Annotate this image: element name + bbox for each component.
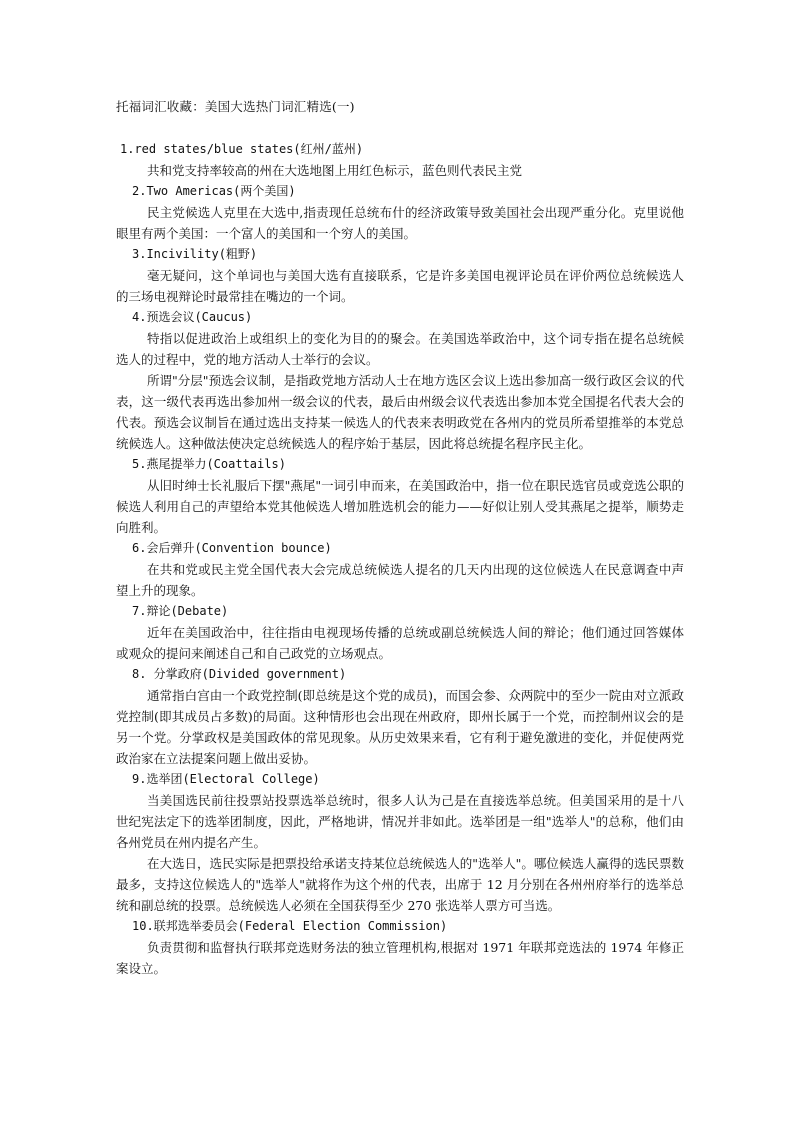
entry-4 — [116, 307, 684, 454]
entry-heading: 5.燕尾提举力(Coattails) — [132, 457, 286, 471]
entry-heading: 10.联邦选举委员会(Federal Election Commission) — [132, 919, 448, 933]
entry-paragraph: 从旧时绅士长礼服后下摆"燕尾"一词引申而来，在美国政治中，指一位在职民选官员或竞选公职的候选人利用自己的声望给本党其他候选人增加胜选机会的能力——好似让别人受其燕尾之提举，顺势走向胜利。 — [116, 478, 684, 535]
entry-paragraph: 近年在美国政治中，往往指由电视现场传播的总统或副总统候选人间的辩论；他们通过回答媒体或观众的提问来阐述自己和自己政党的立场观点。 — [116, 625, 684, 661]
entry-paragraph: 毫无疑问，这个单词也与美国大选有直接联系，它是许多美国电视评论员在评价两位总统候选人的三场电视辩论时最常挂在嘴边的一个词。 — [116, 268, 684, 304]
entry-2 — [116, 181, 684, 244]
document-body — [116, 139, 684, 979]
entry-paragraph: 在大选日，选民实际是把票投给承诺支持某位总统候选人的"选举人"。哪位候选人赢得的选民票数最多，支持这位候选人的"选举人"就将作为这个州的代表，出席于 12 月分别在各州州府举行的选举总统和副总统的投票。总统候选人必须在全国获得至少 270 张选举人票方可当选。 — [116, 856, 684, 913]
entry-heading: 4.预选会议(Caucus) — [132, 310, 253, 324]
entry-5 — [116, 454, 684, 538]
entry-8 — [116, 664, 684, 769]
entry-paragraph: 民主党候选人克里在大选中,指责现任总统布什的经济政策导致美国社会出现严重分化。克里说他眼里有两个美国：一个富人的美国和一个穷人的美国。 — [116, 205, 684, 241]
entry-heading: 3.Incivility(粗野) — [132, 247, 258, 261]
entry-paragraph: 当美国选民前往投票站投票选举总统时，很多人认为己是在直接选举总统。但美国采用的是十八世纪宪法定下的选举团制度，因此，严格地讲，情况并非如此。选举团是一组"选举人"的总称，他们由各州党员在州内提名产生。 — [116, 793, 684, 850]
entry-6 — [116, 538, 684, 601]
document-title: 托福词汇收藏：美国大选热门词汇精选(一) — [116, 99, 355, 114]
entry-1 — [116, 139, 684, 181]
entry-paragraph: 在共和党或民主党全国代表大会完成总统候选人提名的几天内出现的这位候选人在民意调查中声望上升的现象。 — [116, 562, 684, 598]
entry-paragraph: 通常指白宫由一个政党控制(即总统是这个党的成员)，而国会参、众两院中的至少一院由对立派政党控制(即其成员占多数)的局面。这种情形也会出现在州政府，即州长属于一个党，而控制州议会的是另一个党。分掌政权是美国政体的常见现象。从历史效果来看，它有利于避免激进的变化，并促使两党政治家在立法提案问题上做出妥协。 — [116, 688, 684, 766]
entry-heading: 8. 分掌政府(Divided government) — [132, 667, 347, 681]
entry-paragraph: 所谓"分层"预选会议制，是指政党地方活动人士在地方选区会议上选出参加高一级行政区会议的代表，这一级代表再选出参加州一级会议的代表，最后由州级会议代表选出参加本党全国提名代表大会的代表。预选会议制旨在通过选出支持某一候选人的代表来表明政党在各州内的党员所希望推举的本党总统候选人。这种做法使决定总统候选人的程序始于基层，因此将总统提名程序民主化。 — [116, 373, 684, 451]
entry-10 — [116, 916, 684, 979]
entry-paragraph: 负责贯彻和监督执行联邦竞选财务法的独立管理机构,根据对 1971 年联邦竞选法的 1974 年修正案设立。 — [116, 940, 684, 976]
entry-paragraph: 共和党支持率较高的州在大选地图上用红色标示，蓝色则代表民主党 — [147, 163, 523, 178]
entry-3 — [116, 244, 684, 307]
entry-heading: 1.red states/blue states(红州/蓝州) — [120, 142, 364, 156]
entry-7 — [116, 601, 684, 664]
entry-heading: 2.Two Americas(两个美国) — [132, 184, 296, 198]
entry-heading: 6.会后弹升(Convention bounce) — [132, 541, 332, 555]
entry-9 — [116, 769, 684, 916]
entry-heading: 7.辩论(Debate) — [132, 604, 229, 618]
entry-heading: 9.选举团(Electoral College) — [132, 772, 320, 786]
entry-paragraph: 特指以促进政治上或组织上的变化为目的的聚会。在美国选举政治中，这个词专指在提名总统候选人的过程中，党的地方活动人士举行的会议。 — [116, 331, 684, 367]
